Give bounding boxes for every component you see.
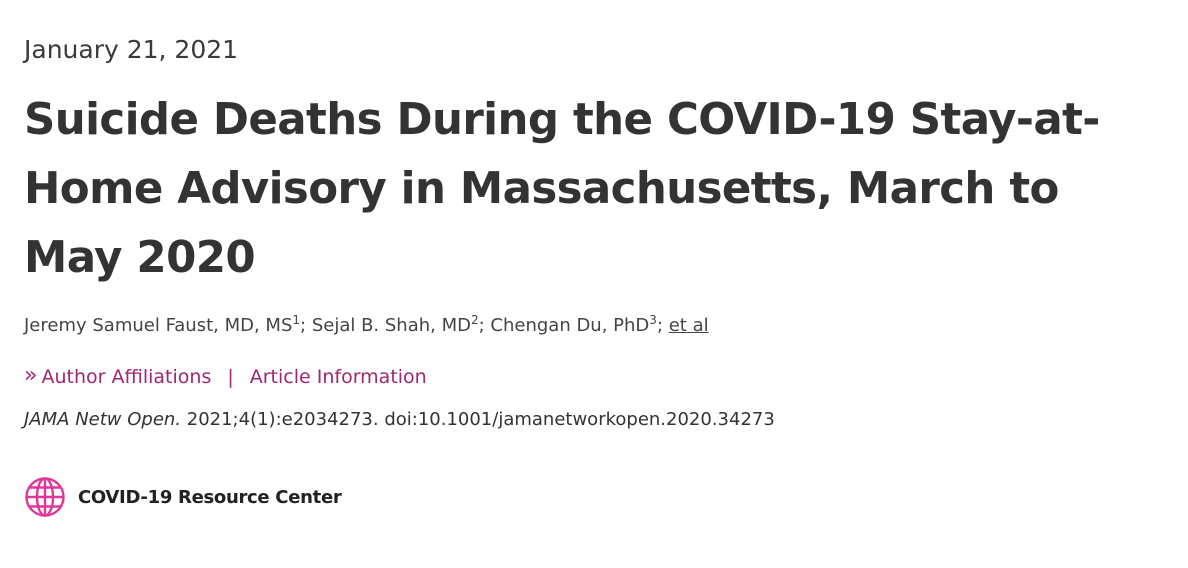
globe-icon	[24, 476, 66, 518]
citation-details: 2021;4(1):e2034273. doi:10.1001/jamanetworkopen.2020.34273	[181, 409, 775, 430]
author-separator: ;	[656, 315, 669, 336]
affiliation-marker: 1	[292, 313, 301, 327]
affiliation-marker: 3	[649, 313, 657, 327]
citation	[24, 406, 775, 434]
affiliation-marker: 2	[470, 313, 479, 327]
resource-center-label: COVID-19 Resource Center	[78, 486, 342, 508]
covid-resource-center-link[interactable]	[24, 476, 341, 518]
article-links	[24, 363, 427, 391]
author-name: Sejal B. Shah, MD	[311, 315, 471, 336]
et-al-link[interactable]: et al	[668, 315, 709, 336]
author-affiliations-link[interactable]: Author Affiliations	[41, 366, 212, 388]
author-name: Chengan Du, PhD	[490, 315, 650, 336]
publication-date: January 21, 2021	[24, 35, 239, 64]
author-name: Jeremy Samuel Faust, MD, MS	[24, 315, 293, 336]
author-separator: ;	[300, 315, 312, 336]
journal-abbreviation: JAMA Netw Open.	[24, 409, 182, 430]
link-separator: |	[227, 366, 234, 388]
chevron-right-icon[interactable]: »	[24, 363, 38, 388]
author-separator: ;	[478, 315, 491, 336]
article-title: Suicide Deaths During the COVID-19 Stay-at-Home Advisory in Massachusetts, March to May 2020	[24, 95, 1100, 283]
author-list	[24, 312, 709, 340]
article-information-link[interactable]: Article Information	[249, 366, 427, 388]
